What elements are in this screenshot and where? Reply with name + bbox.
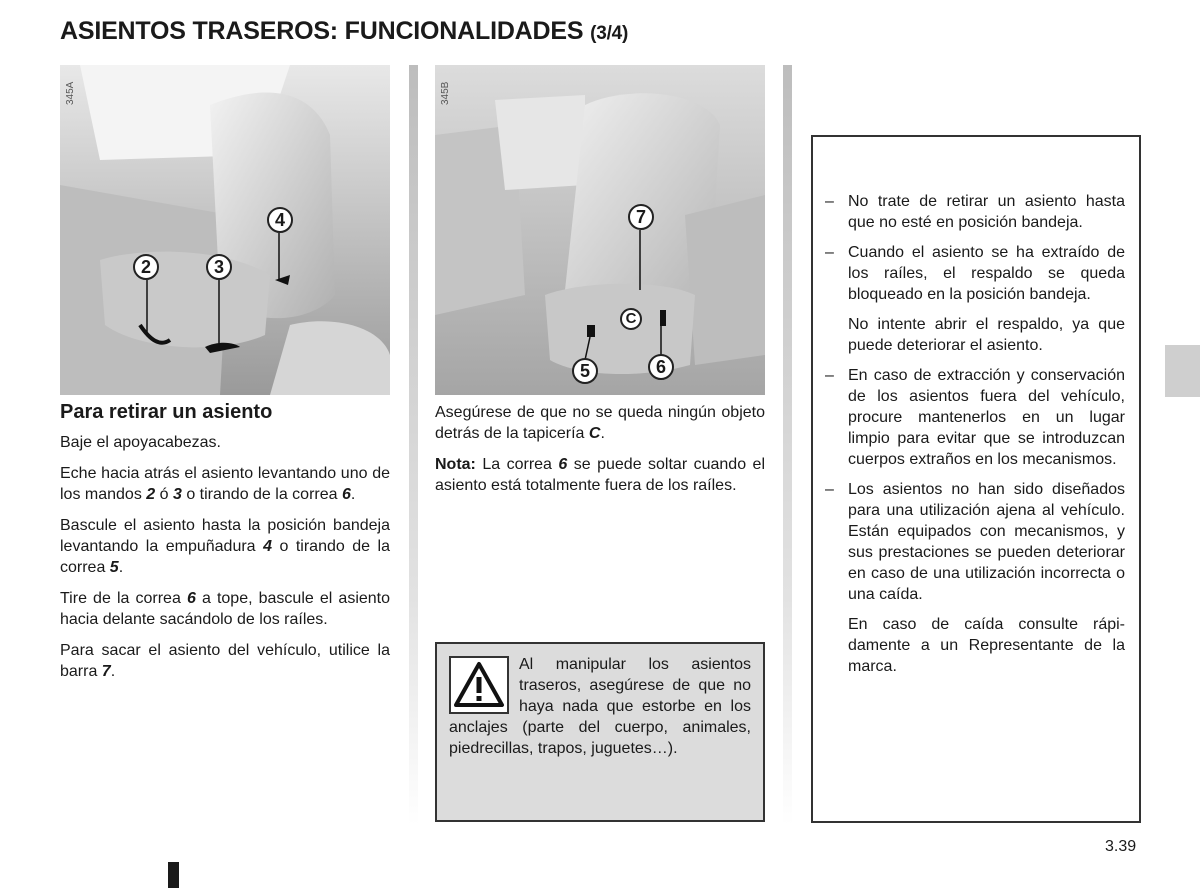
warning-triangle-icon — [449, 656, 509, 714]
callout-6: 6 — [648, 354, 674, 380]
chapter-tab — [1165, 345, 1200, 397]
paragraph: Eche hacia atrás el asiento levantando uno de los mandos 2 ó 3 o tirando de la correa 6. — [60, 465, 390, 503]
column-separator-right — [783, 65, 792, 825]
paragraph: Tire de la correa 6 a tope, bascule el asiento hacia delante sacándolo de los raíles. — [60, 590, 391, 628]
page-title-text: ASIENTOS TRASEROS: FUNCIONALIDADES — [60, 17, 584, 45]
middle-column — [435, 402, 765, 506]
paragraph: Para sacar el asiento del vehículo, utilice la barra 7. — [60, 642, 390, 680]
list-item: – Los asientos no han sido diseñados para una utilización ajena al vehículo. Están equipados con mecanismos, y sus prestaciones se pueden deteriorar en caso de una utilización incorrecta o una caída. En caso de caída consulte rápidamente a un Representante de la marca. — [825, 481, 1125, 675]
paragraph: Asegúrese de que no se queda ningún objeto detrás de la tapicería C. — [435, 404, 765, 442]
callout-5: 5 — [572, 358, 598, 384]
page-number: 3.39 — [1105, 838, 1137, 855]
note-paragraph: Nota: La correa 6 se puede soltar cuando el asiento está totalmente fuera de los raíles. — [435, 456, 766, 494]
callout-2: 2 — [133, 254, 159, 280]
page-title — [60, 17, 628, 46]
warning-box — [435, 642, 765, 822]
list-item: – No trate de retirar un asiento hasta que no esté en posición bandeja. — [825, 193, 1125, 231]
note-label: Nota: — [435, 456, 476, 473]
crop-mark — [168, 862, 179, 888]
callout-3: 3 — [206, 254, 232, 280]
list-item: – En caso de extracción y conservación de los asientos fuera del vehículo, procure mantenerlos en un lugar limpio para evitar que se introduzcan cuerpos extraños en los mecanismos. — [825, 367, 1125, 468]
callout-c: C — [620, 308, 642, 330]
figure-code: 345B — [440, 81, 451, 105]
list-item: – Cuando el asiento se ha extraído de los raíles, el respaldo se queda bloqueado en la posición bandeja. No intente abrir el respaldo, ya que puede deteriorar el asiento. — [825, 244, 1125, 354]
figure-code: 345A — [65, 81, 76, 105]
paragraph: Baje el apoyacabezas. — [60, 434, 221, 451]
figure-345b — [435, 65, 765, 395]
list-item-continuation: En caso de caída consulte rápidamente a un Representante de la marca. — [848, 616, 1125, 675]
figure-345a — [60, 65, 390, 395]
notes-list — [825, 191, 1125, 677]
column-separator-left — [409, 65, 418, 825]
callout-4: 4 — [267, 207, 293, 233]
left-column — [60, 402, 390, 692]
page-title-suffix: (3/4) — [590, 23, 629, 44]
notes-box — [811, 135, 1141, 823]
warning-text: Al manipular los asientos traseros, asegúrese de que no haya nada que estorbe en los anclajes (parte del cuerpo, animales, piedrecillas, trapos, juguetes…). — [449, 656, 751, 757]
section-heading: Para retirar un asiento — [60, 401, 273, 423]
paragraph: Bascule el asiento hasta la posición bandeja levantando la empuñadura 4 o tirando de la correa 5. — [60, 517, 390, 576]
list-item-continuation: No intente abrir el respaldo, ya que puede deteriorar el asiento. — [848, 316, 1125, 354]
callout-7: 7 — [628, 204, 654, 230]
